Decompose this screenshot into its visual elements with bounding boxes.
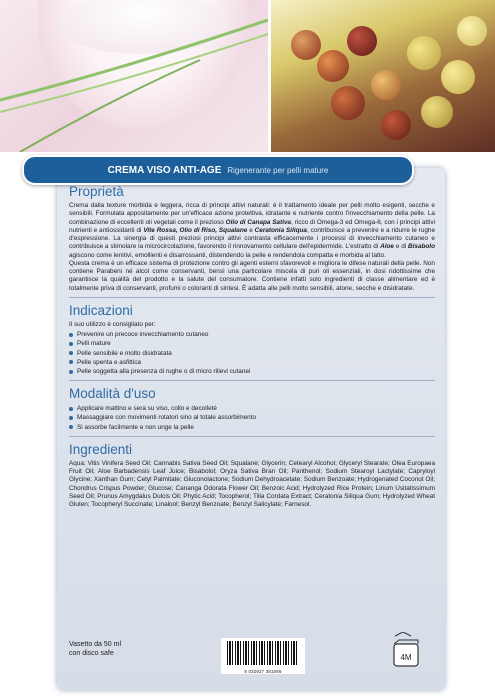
cream-jar-image xyxy=(0,0,268,152)
barcode xyxy=(221,638,305,674)
product-title: CREMA VISO ANTI-AGE xyxy=(107,164,222,176)
grapes-image xyxy=(271,0,495,152)
packaging-footer xyxy=(69,638,435,684)
section-divider xyxy=(69,380,435,381)
grape xyxy=(371,70,401,100)
proprieta-paragraph-2: Questa crema è un efficace sistema di protezione contro gli agenti esterni sfavorevoli e migliora le difese naturali della pelle. Non contiene Parabeni né alcol come conservanti, bensì una particolare miscela di puri oli essenziali, in dosi ridottissime che garantisce la qualità del prodotto e la salute del consumatore. Contiene infatti solo ingredienti di classe alimentare ed è totalmente priva di conservanti, profumi o coloranti di sintesi. È adatta alle pelli molto sensibili, atone, secche e disidratate. xyxy=(69,259,435,292)
list-item: Pelli mature xyxy=(69,339,435,348)
text-run: Crema dalla texture morbida e leggera, ricca di principi attivi naturali: è il trattamento ideale per pelli molto esigenti, secche e sensibili. Formulata appositamente per un'efficace azione protettiva, idratante e nutriente contro l'invecchiamento della pelle. La combinazione di eccellenti oli vegetali come il prezioso xyxy=(69,202,435,226)
modalita-list xyxy=(69,404,435,432)
text-run-emphasis: Ceratonia Siliqua xyxy=(254,226,307,234)
hero-banner xyxy=(0,0,495,152)
pao-label: 4M xyxy=(400,653,412,662)
text-run: e xyxy=(247,226,255,234)
section-title-modalita: Modalità d'uso xyxy=(69,386,156,402)
section-divider xyxy=(69,436,435,437)
text-run-emphasis: Vite Rossa, Olio di Riso, Squalane xyxy=(143,226,248,234)
package-size-line-1: Vasetto da 50 ml xyxy=(69,641,122,648)
grape xyxy=(291,30,321,60)
text-run: e di xyxy=(393,243,408,251)
list-item: Prevenire un precoce invecchiamento cutaneo xyxy=(69,330,435,339)
list-item: Pelle soggetta alla presenza di rughe o di micro rilievi cutanei xyxy=(69,367,435,376)
list-item: Pelle sensibile e molto disidratata xyxy=(69,349,435,358)
section-title-ingredienti: Ingredienti xyxy=(69,441,133,457)
barcode-number: 8 032927 351066 xyxy=(244,669,282,674)
list-item: Applicare mattino e sera su viso, collo e decolleté xyxy=(69,404,435,413)
panel-content xyxy=(69,182,435,509)
list-item: Massaggiare con movimenti rotatori sino al totale assorbimento xyxy=(69,413,435,422)
proprieta-paragraph-1 xyxy=(69,202,435,260)
indicazioni-lead: Il suo utilizzo è consigliato per: xyxy=(69,320,156,328)
list-item: Si assorbe facilmente e non unge la pelle xyxy=(69,423,435,432)
package-size xyxy=(69,640,121,658)
grass-blades-graphic xyxy=(0,0,268,152)
grape xyxy=(457,16,487,46)
text-run-emphasis: Bisabolo xyxy=(408,243,435,251)
grape xyxy=(381,110,411,140)
text-run: , ricco di Omega-3 ed Omega-6, con i principi attivi nutrienti e antiossidanti di xyxy=(69,218,435,234)
ingredienti-text: Aqua; Vitis Vinifera Seed Oil; Cannabis Sativa Seed Oil; Squalane; Glycerin; Cetearyl Alcohol; Glyceryl Stearate; Olea Europaea Fruit Oil; Aloe Barbadensis Leaf Juice; Bisabolol; Oryza Sativa Bran Oil; Panthenol; Sodium Stearoyl Lactylate; Capryloyl Glycine; Xanthan Gum; Cetyl Palmitate; Gluconolactone; Sodium Dehydroacetate; Sodium Benzoate; Hydrogenated Coconut Oil; Chondrus Crispus Powder; Glucose; Cananga Odorata Flower Oil; Benzoic Acid; Hydrolyzed Rice Protein; Linum Usitatissimum Seed Oil; Prunus Amygdalus Dulcis Oil; Phytic Acid; Tocopherol; Tilia Cordata Extract; Ceratonia Siliqua Gum; Hydrolyzed Wheat Gluten; Tocopheryl Succinate; Linalool; Benzyl Benzoate; Benzyl Salicylate; Farnesol. xyxy=(69,459,435,509)
package-size-line-2: con disco safe xyxy=(69,650,114,657)
text-run-emphasis: Aloe xyxy=(380,243,394,251)
grape xyxy=(421,96,453,128)
open-jar-icon xyxy=(391,632,421,672)
grape xyxy=(331,86,365,120)
product-header-bar xyxy=(22,155,414,185)
text-run-emphasis: Olio di Canapa Sativa xyxy=(225,218,292,226)
grape xyxy=(407,36,441,70)
grape xyxy=(441,60,475,94)
barcode-bars xyxy=(227,641,299,665)
text-run: agiscono come lenitivi, emollienti e disarrossanti, distendendo la pelle e rendendola compatta e morbida al tatto. xyxy=(69,251,386,259)
section-divider xyxy=(69,297,435,298)
product-subtitle: Rigenerante per pelli mature xyxy=(227,165,329,175)
list-item: Pelle spenta e asfittica xyxy=(69,358,435,367)
section-title-indicazioni: Indicazioni xyxy=(69,302,133,318)
grape xyxy=(317,50,349,82)
grape xyxy=(347,26,377,56)
section-title-proprieta: Proprietà xyxy=(69,184,124,199)
text-run: , contribuisce a prevenire e a ridurre le rughe d'espressione. La sinergia di questi preziosi principi attivi contrasta efficacemente i processi di invecchiamento cutaneo e contribuisce a stimolare la microcircolazione, favorendo il rinnovamento cellulare dell'epidermide. L'estratto di xyxy=(69,226,435,251)
indicazioni-list xyxy=(69,330,435,376)
